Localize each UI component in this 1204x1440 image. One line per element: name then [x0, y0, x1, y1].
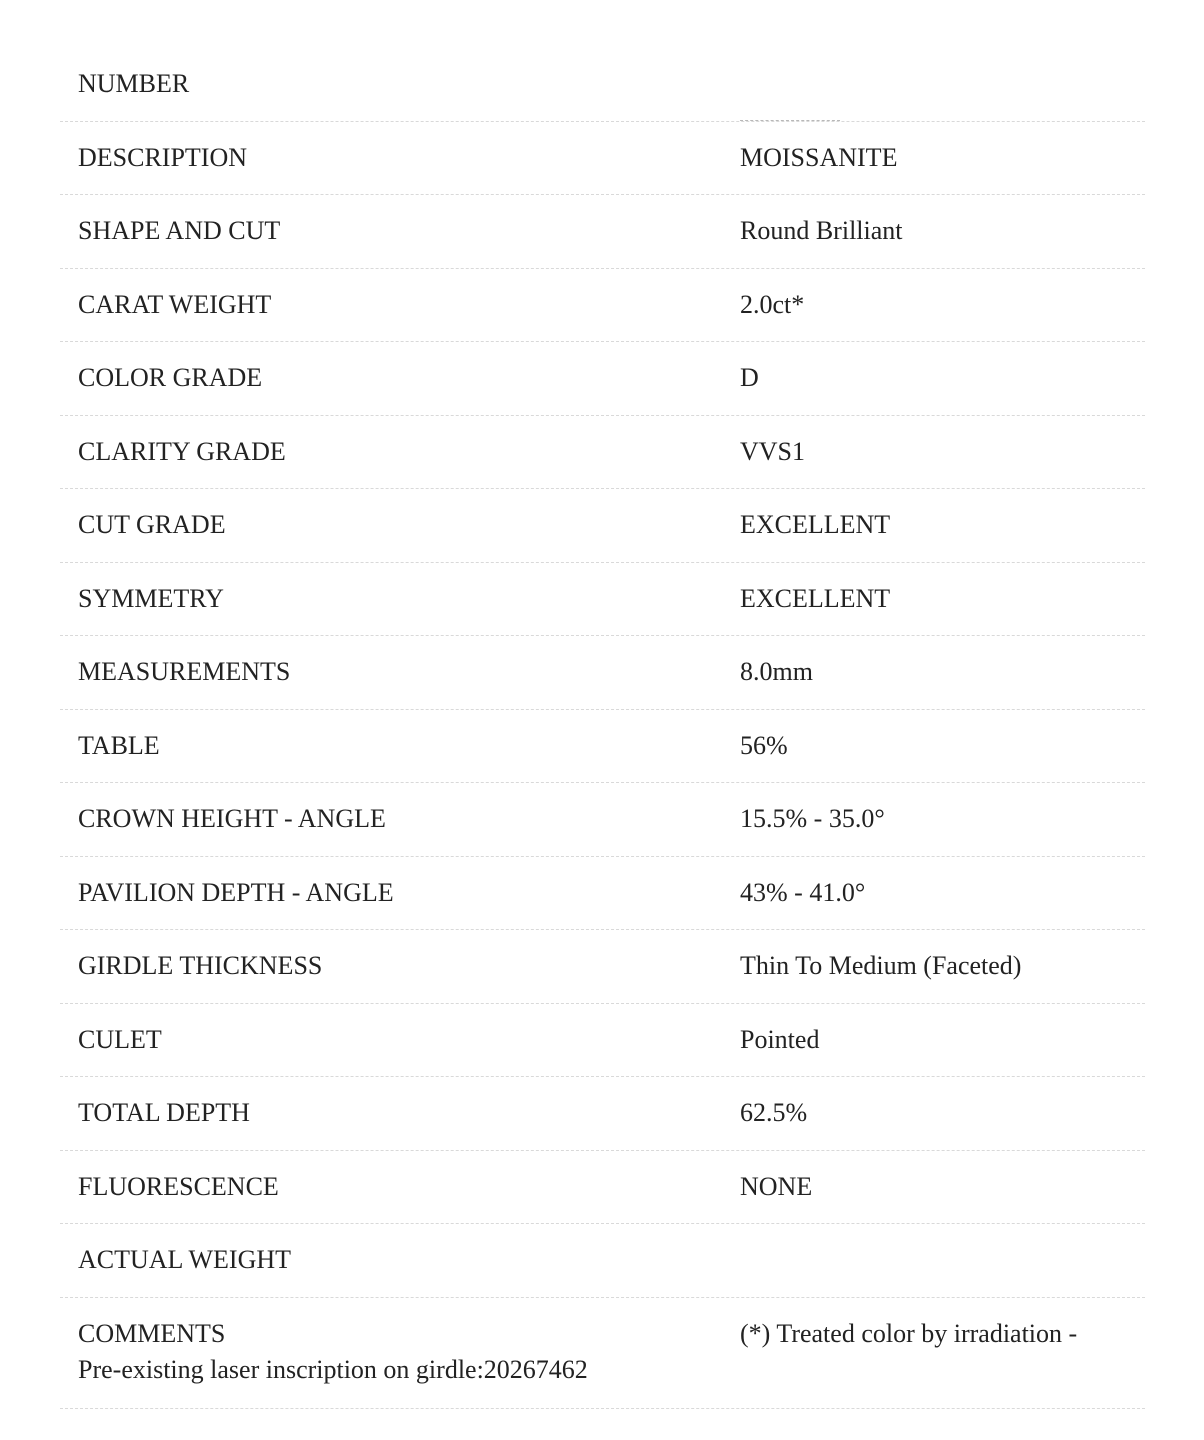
- row-description: [60, 122, 1145, 196]
- row-value: Pointed: [740, 1024, 820, 1054]
- row-pavilion-depth-angle: [60, 857, 1145, 931]
- row-label: SHAPE AND CUT: [78, 216, 281, 245]
- row-cut-grade: [60, 489, 1145, 563]
- row-value: NONE: [740, 1171, 813, 1201]
- row-value: EXCELLENT: [740, 583, 891, 613]
- row-label: TOTAL DEPTH: [78, 1098, 250, 1127]
- row-value: D: [740, 363, 759, 392]
- row-actual-weight: [60, 1224, 1145, 1298]
- row-color-grade: [60, 342, 1145, 416]
- laser-inscription-note: Pre-existing laser inscription on girdle:20267462: [78, 1354, 588, 1384]
- comments-label: COMMENTS: [78, 1318, 226, 1348]
- row-label: TABLE: [78, 730, 160, 760]
- row-value: VVS1: [740, 436, 806, 466]
- row-fluorescence: [60, 1151, 1145, 1225]
- row-label: ACTUAL WEIGHT: [78, 1245, 292, 1274]
- row-value: MOISSANITE: [740, 142, 898, 172]
- row-girdle-thickness: [60, 930, 1145, 1004]
- row-label: GIRDLE THICKNESS: [78, 951, 323, 980]
- row-measurements: [60, 636, 1145, 710]
- row-label: NUMBER: [78, 69, 190, 98]
- row-value: Round Brilliant: [740, 216, 903, 245]
- grading-report-table: [60, 48, 1145, 1409]
- row-label: CULET: [78, 1024, 162, 1054]
- row-value: 2.0ct*: [740, 289, 805, 319]
- row-label: COLOR GRADE: [78, 363, 263, 392]
- row-label: MEASUREMENTS: [78, 657, 291, 686]
- row-label: CROWN HEIGHT - ANGLE: [78, 804, 386, 833]
- row-comments: [60, 1298, 1145, 1409]
- row-label: PAVILION DEPTH - ANGLE: [78, 877, 394, 907]
- row-value: EXCELLENT: [740, 510, 891, 539]
- row-label: CLARITY GRADE: [78, 436, 286, 466]
- row-table: [60, 710, 1145, 784]
- row-number: [60, 48, 1145, 122]
- row-clarity-grade: [60, 416, 1145, 490]
- row-culet: [60, 1004, 1145, 1078]
- row-label: FLUORESCENCE: [78, 1171, 279, 1201]
- row-total-depth: [60, 1077, 1145, 1151]
- row-value: 15.5% - 35.0°: [740, 804, 885, 833]
- row-label: CUT GRADE: [78, 510, 226, 539]
- row-value: Thin To Medium (Faceted): [740, 951, 1022, 980]
- row-shape-and-cut: [60, 195, 1145, 269]
- row-value: 62.5%: [740, 1098, 808, 1127]
- row-value: 56%: [740, 730, 788, 760]
- row-value: 8.0mm: [740, 657, 813, 686]
- row-value: 43% - 41.0°: [740, 877, 866, 907]
- row-symmetry: [60, 563, 1145, 637]
- row-label: SYMMETRY: [78, 583, 224, 613]
- row-crown-height-angle: [60, 783, 1145, 857]
- comments-value: (*) Treated color by irradiation -: [740, 1318, 1078, 1348]
- row-label: CARAT WEIGHT: [78, 289, 272, 319]
- row-label: DESCRIPTION: [78, 142, 248, 172]
- row-carat-weight: [60, 269, 1145, 343]
